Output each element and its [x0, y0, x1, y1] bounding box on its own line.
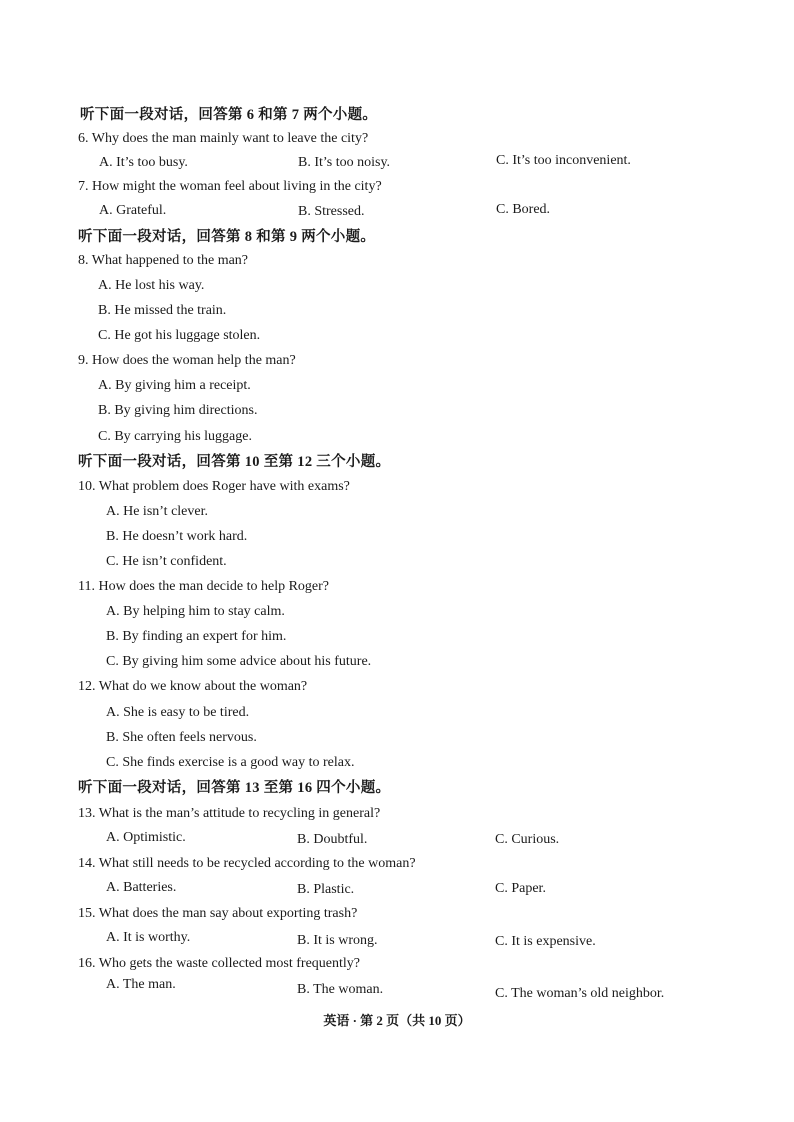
question-stem: 14. What still needs to be recycled according to the woman? — [78, 856, 416, 871]
option-b: B. He missed the train. — [98, 303, 227, 318]
option-a: A. It is worthy. — [106, 930, 191, 945]
option-c: C. It is expensive. — [495, 934, 596, 949]
option-b: B. The woman. — [297, 982, 384, 997]
option-b: B. It’s too noisy. — [298, 155, 391, 170]
section-heading: 听下面一段对话，回答第 6 和第 7 两个小题。 — [80, 107, 378, 123]
option-c: C. Paper. — [495, 881, 546, 896]
question-stem: 7. How might the woman feel about living in the city? — [78, 179, 382, 194]
option-a: A. The man. — [106, 977, 176, 992]
option-b: B. By giving him directions. — [98, 403, 258, 418]
option-c: C. She finds exercise is a good way to relax. — [106, 755, 355, 770]
option-c: C. Curious. — [495, 832, 560, 847]
question-stem: 6. Why does the man mainly want to leave the city? — [78, 131, 369, 146]
option-c: C. By carrying his luggage. — [98, 429, 252, 444]
option-c: C. He got his luggage stolen. — [98, 328, 261, 343]
option-b: B. Stressed. — [298, 204, 365, 219]
question-stem: 10. What problem does Roger have with exams? — [78, 479, 350, 494]
option-a: A. By helping him to stay calm. — [106, 604, 285, 619]
option-b: B. Doubtful. — [297, 832, 368, 847]
question-stem: 8. What happened to the man? — [78, 253, 249, 268]
question-stem: 12. What do we know about the woman? — [78, 679, 308, 694]
question-stem: 9. How does the woman help the man? — [78, 353, 296, 368]
option-b: B. By finding an expert for him. — [106, 629, 287, 644]
question-stem: 13. What is the man’s attitude to recycling in general? — [78, 806, 381, 821]
option-b: B. He doesn’t work hard. — [106, 529, 248, 544]
question-stem: 11. How does the man decide to help Roger? — [78, 579, 330, 594]
option-a: A. It’s too busy. — [99, 155, 188, 170]
option-a: A. Optimistic. — [106, 830, 186, 845]
section-heading: 听下面一段对话，回答第 13 至第 16 四个小题。 — [78, 780, 391, 796]
option-b: B. Plastic. — [297, 882, 355, 897]
question-stem: 16. Who gets the waste collected most frequently? — [78, 956, 360, 971]
option-c: C. Bored. — [496, 202, 551, 217]
option-a: A. Batteries. — [106, 880, 177, 895]
option-b: B. It is wrong. — [297, 933, 378, 948]
option-c: C. By giving him some advice about his future. — [106, 654, 372, 669]
page-footer: 英语 · 第 2 页（共 10 页） — [323, 1013, 471, 1028]
option-b: B. She often feels nervous. — [106, 730, 257, 745]
option-a: A. He isn’t clever. — [106, 504, 208, 519]
option-a: A. By giving him a receipt. — [98, 378, 251, 393]
option-a: A. He lost his way. — [98, 278, 205, 293]
option-c: C. It’s too inconvenient. — [496, 153, 631, 168]
option-a: A. She is easy to be tired. — [106, 705, 250, 720]
option-a: A. Grateful. — [99, 203, 167, 218]
option-c: C. He isn’t confident. — [106, 554, 227, 569]
question-stem: 15. What does the man say about exporting trash? — [78, 906, 358, 921]
section-heading: 听下面一段对话，回答第 10 至第 12 三个小题。 — [78, 454, 391, 470]
option-c: C. The woman’s old neighbor. — [495, 986, 665, 1001]
section-heading: 听下面一段对话，回答第 8 和第 9 两个小题。 — [78, 229, 376, 245]
